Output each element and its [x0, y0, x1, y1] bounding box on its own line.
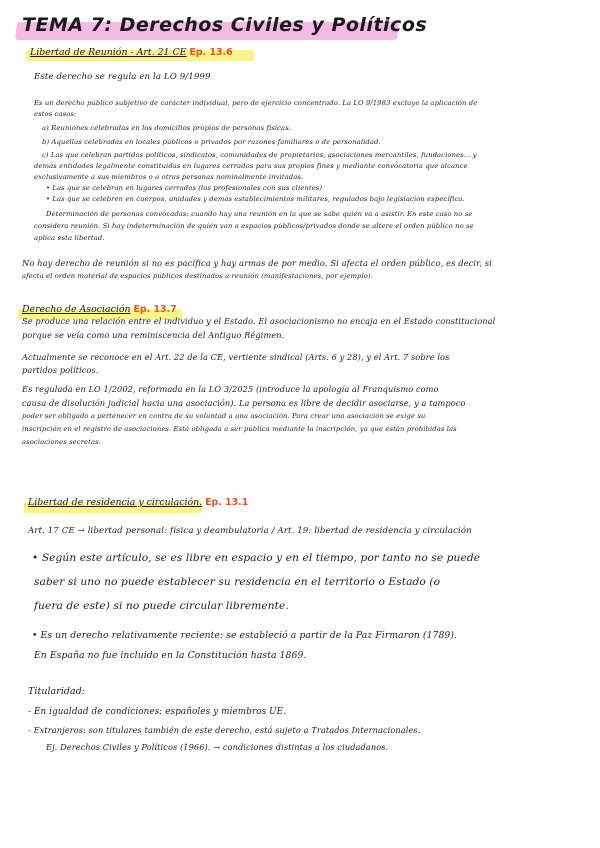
- text-line: demás entidades legalmente constituidas en lugares cerrados para sus propios fines y mediante convocatoria que alcance: [34, 162, 468, 170]
- text-line: No hay derecho de reunión si no es pacífica y hay armas de por medio. Si afecta el orden público, es decir, si: [22, 258, 492, 268]
- text-line: afecta el orden material de espacios públicos destinados a reunión (manifestaciones, por ejemplo).: [22, 272, 373, 280]
- text-line: causa de disolución judicial hacia una asociación). La persona es libre de decidir asociarse, y a tampoco: [22, 398, 466, 408]
- list-item: a) Reuniones celebradas en los domicilios propios de personas físicas.: [42, 124, 292, 132]
- list-item: - En igualdad de condiciones: españoles y miembros UE.: [28, 707, 287, 717]
- list-item: c) Las que celebran partidos políticos, sindicatos, comunidades de propietarios, asociaciones mercantiles, fundaciones... y: [42, 151, 477, 159]
- text-line: En España no fue incluido en la Constitución hasta 1869.: [34, 650, 307, 661]
- section-heading-text: Libertad de residencia y circulación.: [28, 497, 203, 508]
- text-line: Este derecho se regula en la LO 9/1999: [34, 72, 211, 82]
- bullet-item: • Según este artículo, se es libre en espacio y en el tiempo, por tanto no se puede: [32, 552, 481, 564]
- ep-reference: Ep. 13.1: [205, 497, 249, 508]
- text-line: aplica esta libertad.: [34, 234, 105, 242]
- section-heading-text: Derecho de Asociación: [22, 304, 131, 315]
- page-title: TEMA 7: Derechos Civiles y Políticos: [22, 14, 428, 36]
- text-line: estos casos:: [34, 110, 77, 118]
- list-item: - Extranjeros: son titulares también de este derecho, está sujeto a Tratados Internacionales.: [28, 725, 421, 735]
- text-line: Actualmente se reconoce en el Art. 22 de la CE, vertiente sindical (Arts. 6 y 28), y el Art. 7 sobre los: [22, 352, 450, 362]
- text-line: saber si uno no puede establecer su residencia en el territorio o Estado (o: [34, 576, 441, 588]
- text-line: Es regulada en LO 1/2002, reformada en la LO 3/2025 (introduce la apología al Franquismo como: [22, 384, 439, 394]
- text-line: Es un derecho público subjetivo de carácter individual, pero de ejercicio concentrado. La LO 9/1983 excluye la aplicación de: [34, 99, 478, 107]
- text-line: Se produce una relación entre el individuo y el Estado. El asociacionismo no encaja en el Estado constitucional: [22, 316, 496, 326]
- text-line: fuera de este) si no puede circular libremente.: [34, 600, 289, 612]
- section-heading-asociacion: [22, 304, 177, 315]
- text-line: porque se veía como una reminiscencia del Antiguo Régimen.: [22, 330, 285, 340]
- text-line: Ej. Derechos Civiles y Políticos (1966). → condiciones distintas a los ciudadanos.: [46, 742, 389, 752]
- section-heading-reunion: [30, 47, 233, 58]
- text-line: inscripción en el registro de asociaciones. Está obligada a ser pública mediante la inscripción, ya que están prohibidas las: [22, 425, 457, 433]
- section-heading-text: Libertad de Reunión - Art. 21 CE: [30, 47, 187, 58]
- text-line: Art. 17 CE → libertad personal: física y deambulatoria / Art. 19: libertad de residencia y circulación: [28, 526, 472, 536]
- subheading: Titularidad:: [28, 686, 86, 697]
- list-item: b) Aquellas celebradas en locales públicos o privados por razones familiares o de personalidad.: [42, 138, 381, 146]
- text-line: exclusivamente a sus miembros o a otras personas nominalmente invitadas.: [34, 173, 304, 181]
- ep-reference: Ep. 13.7: [133, 304, 177, 315]
- ep-reference: Ep. 13.6: [189, 47, 233, 58]
- text-line: asociaciones secretas.: [22, 438, 102, 446]
- bullet-item: • Las que se celebren en cuerpos, unidades y demás establecimientos militares, regulados bajo legislación específica.: [46, 195, 465, 203]
- text-line: poder ser obligado a pertenecer en contra de su voluntad a una asociación. Para crear una asociación se exige su: [22, 412, 426, 420]
- text-line: Determinación de personas convocadas: cuando hay una reunión en la que se sabe quién va a asistir. En este caso no se: [46, 210, 473, 218]
- section-heading-residencia: [28, 497, 248, 508]
- bullet-item: • Las que se celebran en lugares cerrados (los profesionales con sus clientes): [46, 184, 323, 192]
- text-line: partidos políticos.: [22, 365, 99, 375]
- text-line: considera reunión. Si hay indeterminación de quién van a espacios públicos/privados donde se altere el orden público no se: [34, 222, 474, 230]
- bullet-item: • Es un derecho relativamente reciente: se estableció a partir de la Paz Firmaron (1789).: [32, 630, 458, 641]
